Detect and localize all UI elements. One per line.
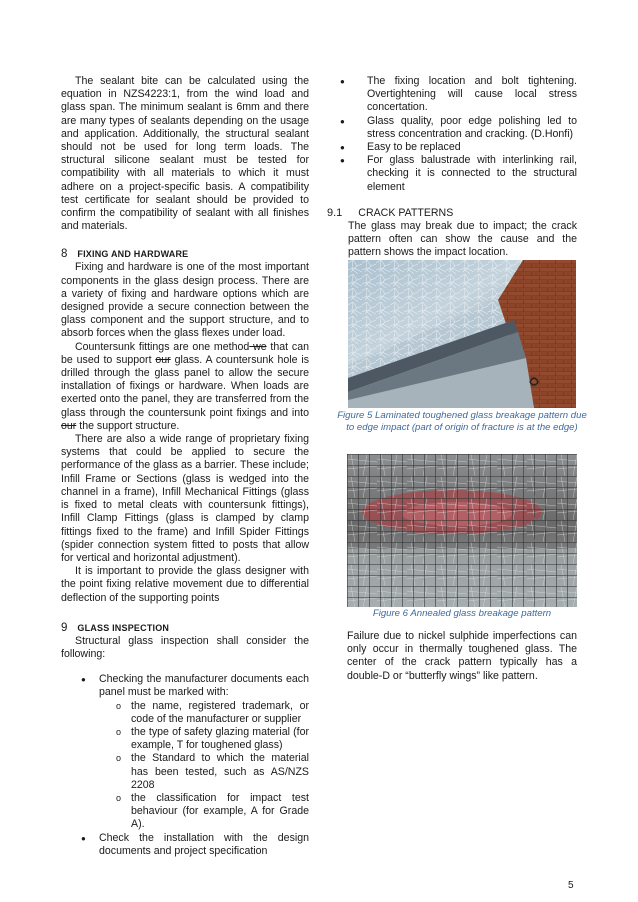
marking-sublist <box>61 700 309 832</box>
list-item: ● Easy to be replaced <box>329 141 577 154</box>
section-8-title: FIXING AND HARDWARE <box>77 249 189 260</box>
section-9-heading <box>61 621 309 635</box>
left-column <box>61 75 309 858</box>
figure-5-caption-block <box>336 410 588 433</box>
right-column <box>329 75 577 259</box>
fixing-paragraph-2: Countersunk fittings are one method we that can be used to support our glass. A countersunk hole is drilled through the glass panel to allow the secure installation of fixings or hardware. When loads are exerted onto the panel, they are transferred from the glass through the countersunk point fixings and into our the support structure. <box>61 340 309 432</box>
fixing-paragraph-3: There are also a wide range of proprietary fixing systems that could be applied to secure the performance of the glass as a barrier. These include; Infill Frame or Sections (glass is wedged into the channel in a frame), Infill Mechanical Fittings (glass is fixed to metal cleats with countersunk fittings), Infill Clamp Fittings (glass is clamped by clamp fittings fixed to the frame) and Infill Spider Fittings (spider connection system fitted to posts that allow for vertical and horizontal adjustment). <box>61 433 309 564</box>
list-item: ● For glass balustrade with interlinking rail, checking it is connected to the structural element <box>329 154 577 194</box>
fixing-paragraph-1: Fixing and hardware is one of the most important components in the glass design process. There are a variety of fixing and hardware options which are designed provide a secure connection between the glass component and the support structure, and to absorb forces when the glass flexes under load. <box>61 261 309 340</box>
section-9-1-heading <box>327 206 577 220</box>
figure-6-caption: Figure 6 Annealed glass breakage pattern <box>372 608 552 619</box>
inspection-list-continued <box>329 75 577 194</box>
figure-5-caption: Figure 5 Laminated toughened glass breakage pattern due to edge impact (part of origin of fracture is at the edge) <box>337 410 587 433</box>
crack-paragraph: The glass may break due to impact; the crack pattern often can show the cause and the pattern shows the impact location. <box>348 219 577 259</box>
nickel-sulphide-block <box>347 630 577 683</box>
list-item: o the name, registered trademark, or code of the manufacturer or supplier <box>61 700 309 726</box>
list-item: ● Glass quality, poor edge polishing led to stress concentration and cracking. (D.Honfi) <box>329 115 577 141</box>
figure-6-caption-block <box>336 608 588 620</box>
section-9-number: 9 <box>61 621 68 634</box>
annealed-glass-breakage-image <box>347 454 577 607</box>
inspection-list <box>61 673 309 858</box>
list-item: ● Checking the manufacturer documents each panel must be marked with: o the name, registered trademark, or code of the manufacturer or supplier o the type of safety glazing material (for example, T for toughened glass) o the Standard to which the material has been tested, such as AS/NZS 2208 o the classification for impact test behaviour (for example, A for Grade A). <box>61 673 309 831</box>
list-item: o the Standard to which the material has been tested, such as AS/NZS 2208 <box>61 752 309 792</box>
section-9-title: GLASS INSPECTION <box>77 622 170 633</box>
section-8-heading <box>61 247 309 261</box>
list-item: o the type of safety glazing material (for example, T for toughened glass) <box>61 726 309 752</box>
sealant-paragraph: The sealant bite can be calculated using the equation in NZS4223:1, from the wind load and glass span. The minimum sealant is 6mm and there are many types of sealants depending on the usage and application. Additionally, the structural sealant should not be used for long term loads. The structural silicone sealant must be tested for compatibility with all materials to which it must adhere on a project-specific basis. A compatibility test certificate for sealant should be provided to confirm the compatibility of sealant with all finishes and materials. <box>61 75 309 233</box>
page-number: 5 <box>568 880 574 891</box>
list-item: o the classification for impact test behaviour (for example, A for Grade A). <box>61 792 309 832</box>
figure-5-photo <box>348 260 576 408</box>
section-8-number: 8 <box>61 248 68 261</box>
laminated-glass-breakage-image <box>348 260 576 408</box>
figure-6-photo <box>347 454 577 607</box>
fixing-paragraph-4: It is important to provide the glass designer with the point fixing relative movement due to differential deflection of the supporting points <box>61 565 309 604</box>
inspection-paragraph: Structural glass inspection shall consider the following: <box>61 634 309 660</box>
section-9-1-title: CRACK PATTERNS <box>358 206 454 219</box>
list-item: ● Check the installation with the design documents and project specification <box>61 832 309 858</box>
nickel-sulphide-paragraph: Failure due to nickel sulphide imperfections can only occur in thermally toughened glass. The center of the crack pattern typically has a double-D or “butterfly wings” like pattern. <box>347 630 577 682</box>
section-9-1-number: 9.1 <box>327 206 343 219</box>
list-item: ● The fixing location and bolt tightening. Overtightening will cause local stress concertation. <box>329 75 577 115</box>
